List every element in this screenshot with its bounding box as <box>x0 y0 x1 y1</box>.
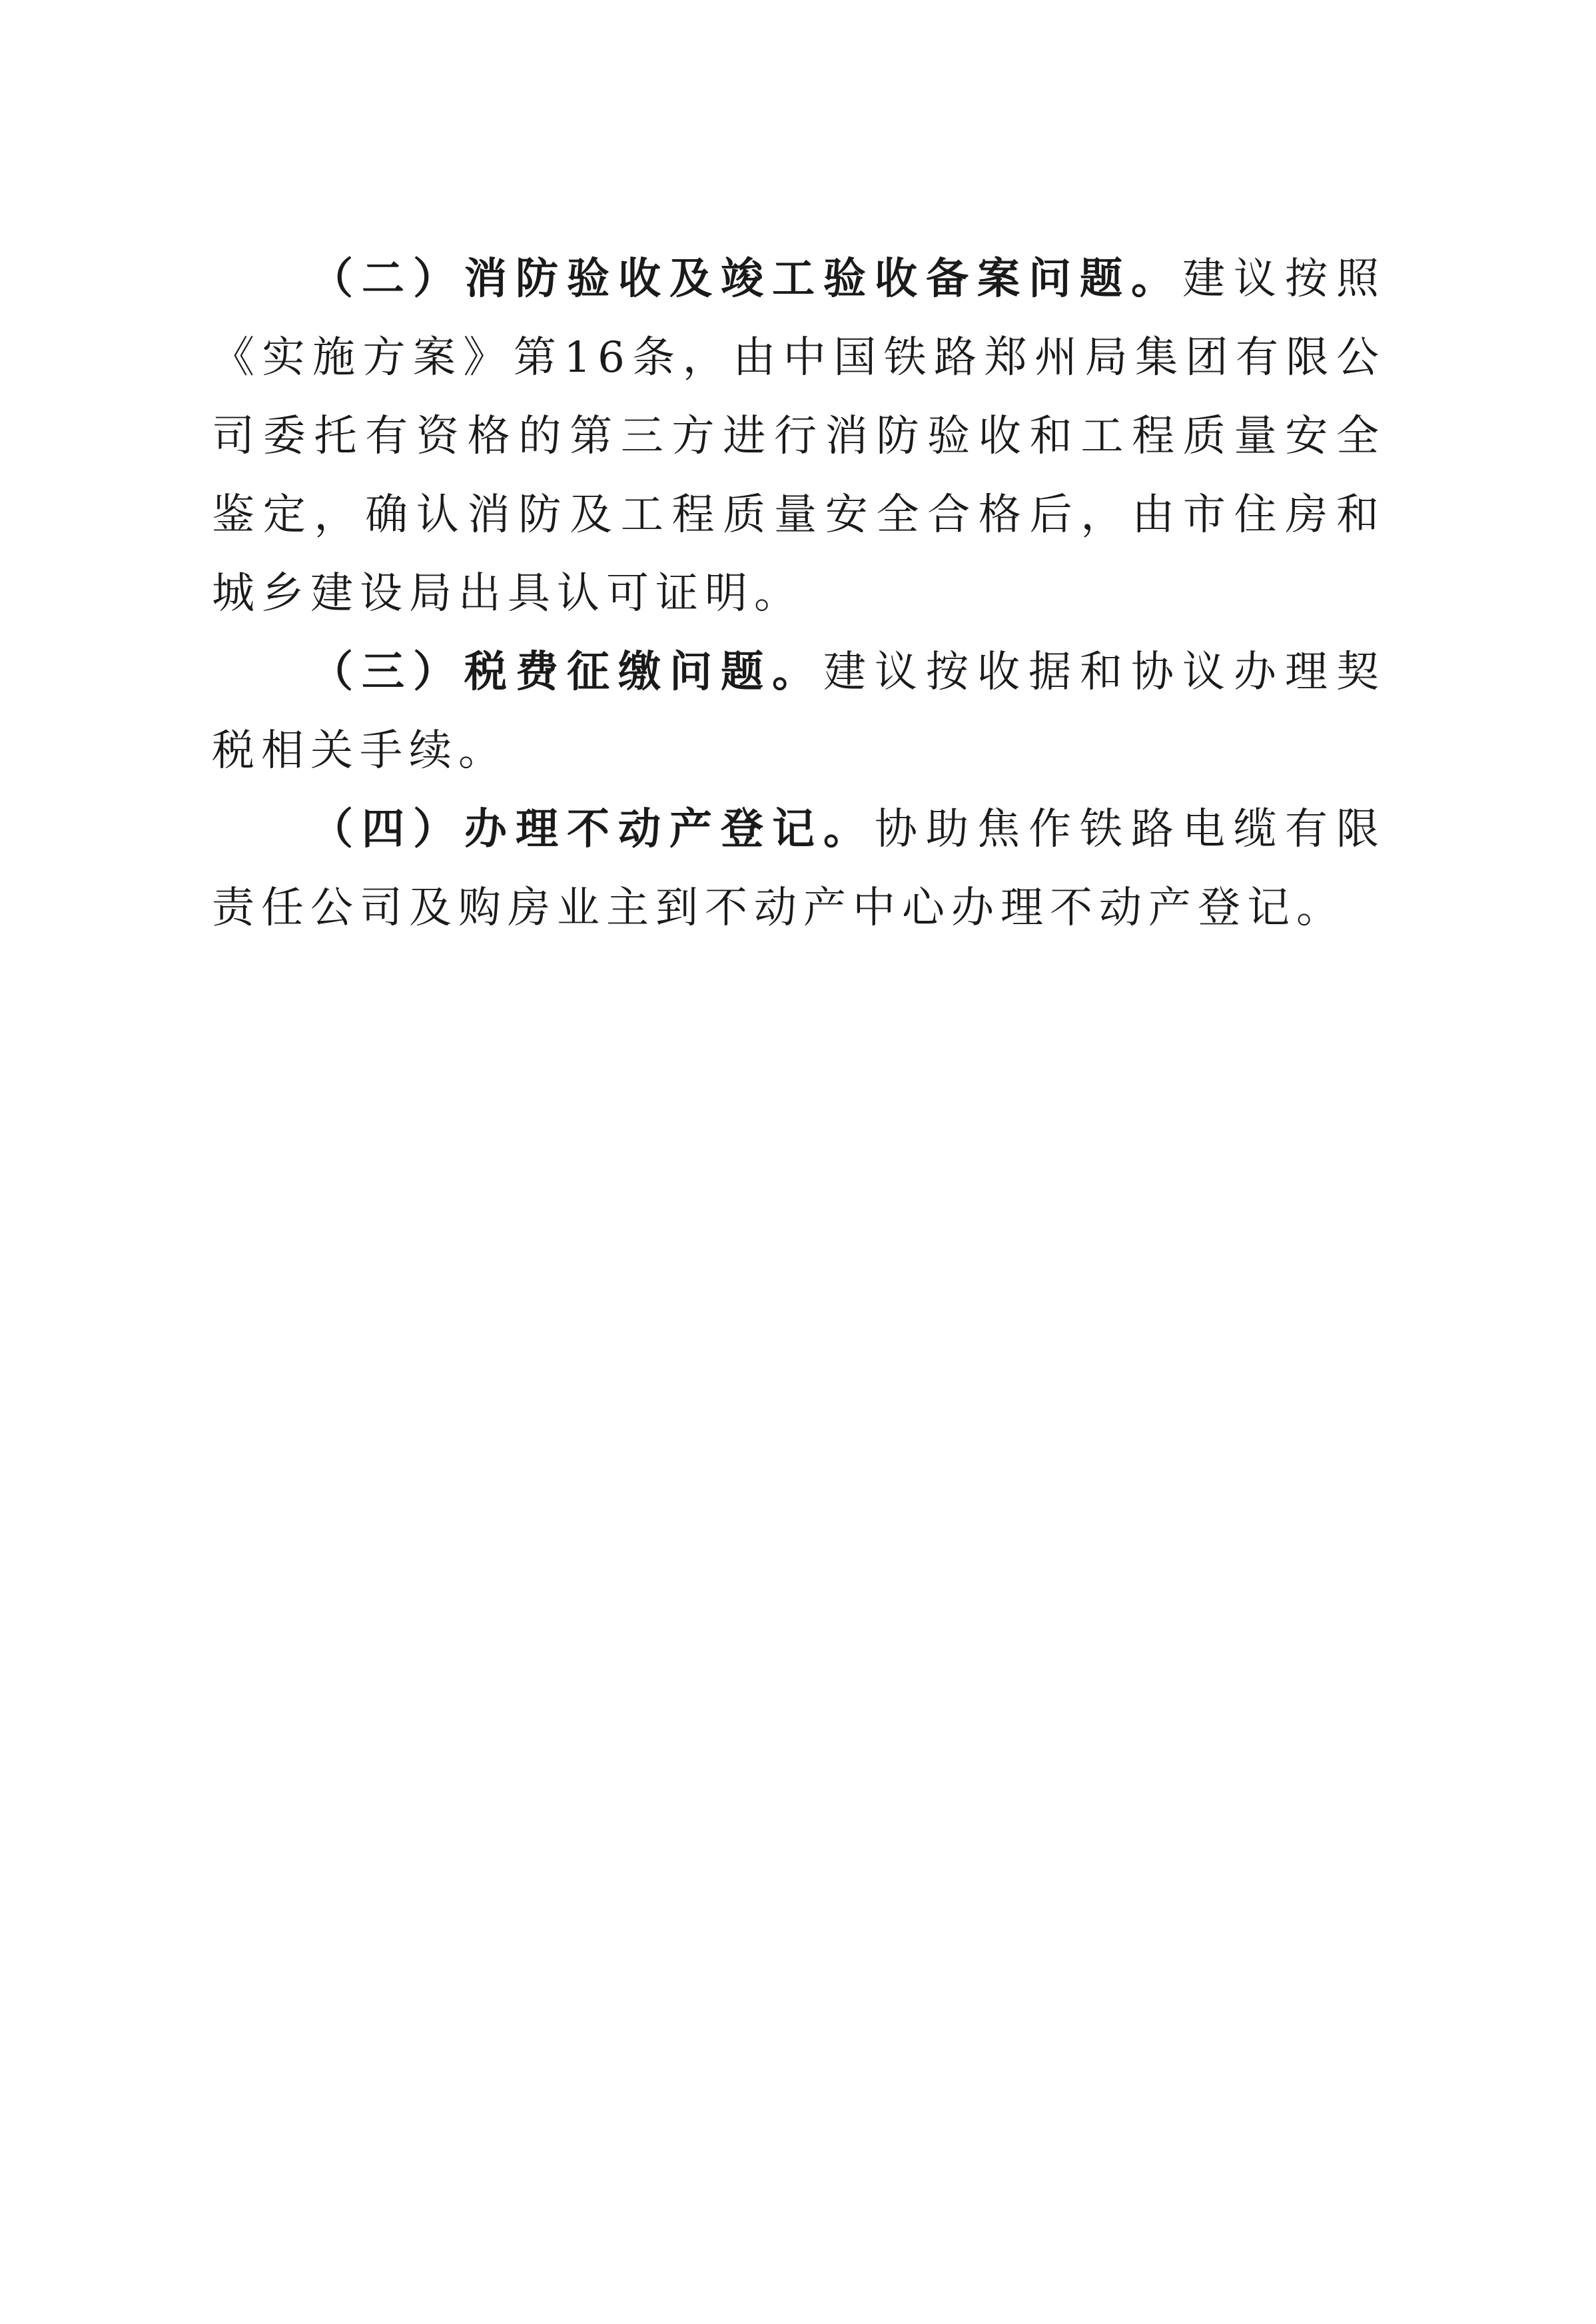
paragraph-text: 协助焦作铁路电缆有限责任公司及购房业主到不动产中心办理不动产登记。 <box>212 805 1386 933</box>
paragraph-heading: （四）办理不动产登记。 <box>310 805 875 854</box>
paragraph-heading: （三）税费征缴问题。 <box>310 648 823 697</box>
paragraph-heading: （二）消防验收及竣工验收备案问题。 <box>310 255 1182 304</box>
paragraph-text: 建议按照《实施方案》第16条，由中国铁路郑州局集团有限公司委托有资格的第三方进行消防验收和工程质量安全鉴定，确认消防及工程质量安全合格后，由市住房和城乡建设局出具认可证明。 <box>212 255 1386 618</box>
paragraph-fire-acceptance <box>212 240 1386 633</box>
paragraph-text: 建议按收据和协议办理契税相关手续。 <box>212 648 1386 776</box>
document-body <box>212 240 1386 947</box>
paragraph-tax-collection <box>212 633 1386 790</box>
paragraph-property-registration <box>212 790 1386 947</box>
